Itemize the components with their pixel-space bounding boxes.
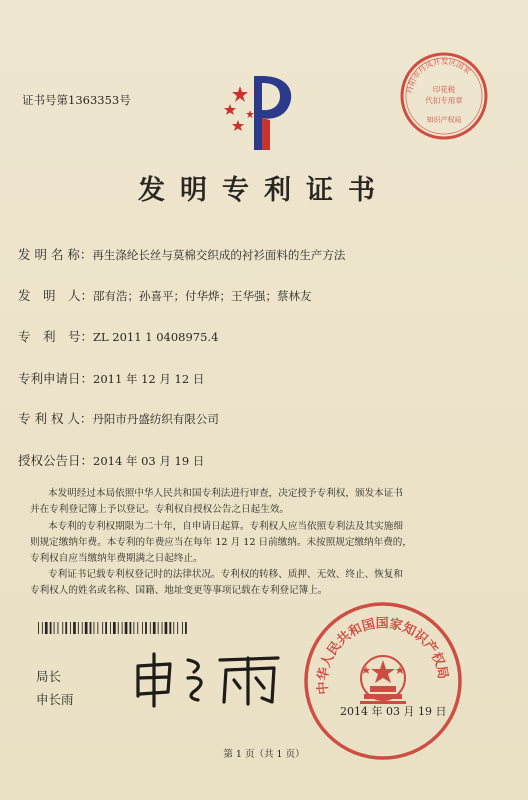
barcode-bar [110, 622, 111, 634]
field-value: 邵有浩；孙喜平；付华烨；王华强；蔡林友 [93, 289, 312, 303]
barcode-bar [125, 622, 128, 634]
svg-text:知识产权局: 知识产权局 [426, 116, 462, 124]
body-text-line: 本专利的专利权期限为二十年，自申请日起算。专利权人应当依照专利法及其实施细 [48, 521, 403, 532]
field-value: 丹阳市丹盛纺织有限公司 [92, 412, 219, 426]
field-label: 专 利 号： [18, 329, 94, 344]
barcode-bar [62, 622, 63, 634]
certificate-title: 发明专利证书 [138, 175, 390, 206]
barcode-bar [38, 622, 39, 634]
signatory-title: 局长 [36, 669, 62, 684]
barcode-bar [82, 622, 83, 634]
tax-stamp-seal [398, 50, 490, 142]
field-invention-name [18, 245, 345, 263]
barcode-bar [158, 622, 159, 634]
svg-text:代扣专用章: 代扣专用章 [425, 96, 463, 105]
barcode-bar [173, 622, 174, 634]
barcode-bar [118, 622, 119, 634]
field-grant-date [18, 451, 204, 469]
barcode-bar [177, 622, 178, 634]
barcode-bar [54, 622, 55, 634]
barcode-bar [45, 622, 48, 634]
barcode-bar [150, 622, 151, 634]
barcode-bar [73, 622, 76, 634]
field-patentee [18, 409, 219, 427]
barcode-bar [165, 622, 168, 634]
svg-text:丹阳市丹凤开发区国家: 丹阳市丹凤开发区国家 [404, 56, 473, 95]
field-label: 专利申请日： [18, 371, 94, 386]
barcode-bar [137, 622, 138, 634]
barcode-bar [97, 622, 98, 634]
barcode-bar [145, 622, 147, 634]
barcode-bar [70, 622, 71, 634]
barcode-bar [50, 622, 52, 634]
field-value: ZL 2011 1 0408975.4 [93, 330, 219, 344]
barcode-bar [65, 622, 67, 634]
field-filing-date [18, 369, 204, 387]
barcode-bar [58, 622, 59, 634]
barcode-bar [162, 622, 163, 634]
cnipa-logo-icon [210, 68, 305, 153]
barcode-bar [113, 622, 116, 634]
body-text-line: 专利权人的姓名或名称、国籍、地址变更等事项记载在专利登记簿上。 [30, 585, 328, 596]
body-text-line: 专利权自应当缴纳年费期满之日起终止。 [30, 553, 203, 564]
field-label: 发 明 名 称： [18, 247, 93, 262]
field-label: 专 利 权 人： [18, 411, 93, 426]
barcode-bar [42, 622, 43, 634]
field-patent-number [18, 327, 218, 345]
page-number: 第 1 页（共 1 页） [223, 749, 305, 760]
svg-text:印花税: 印花税 [432, 85, 456, 94]
cert-number: 证书号第1363353号 [22, 93, 131, 107]
barcode-bar [78, 622, 79, 634]
barcode [38, 622, 190, 634]
field-label: 发 明 人： [18, 288, 94, 303]
handwritten-signature [128, 648, 303, 708]
field-inventors [18, 286, 312, 304]
barcode-bar [94, 622, 95, 634]
barcode-bar [105, 622, 107, 634]
body-text-line: 本发明经过本局依照中华人民共和国专利法进行审查，决定授予专利权，颁发本证书 [48, 488, 403, 499]
barcode-bar [130, 622, 132, 634]
barcode-bar [122, 622, 123, 634]
barcode-bar [169, 622, 171, 634]
svg-text:中华人民共和国国家知识产权局: 中华人民共和国国家知识产权局 [315, 616, 451, 695]
barcode-bar [142, 622, 143, 634]
barcode-bar [133, 622, 134, 634]
field-value: 2014 年 03 月 19 日 [93, 454, 205, 468]
signatory-name: 申长雨 [36, 692, 74, 707]
barcode-bar [153, 622, 156, 634]
body-text-line: 则规定缴纳年费。本专利的年费应当在每年 12 月 12 日前缴纳。未按照规定缴纳年费的， [30, 537, 412, 548]
barcode-bar [182, 622, 183, 634]
body-text-line: 并在专利登记簿上予以登记。专利权自授权公告之日起生效。 [30, 504, 290, 515]
cnipa-official-seal [302, 600, 464, 762]
seal-date: 2014 年 03 月 19 日 [340, 705, 447, 718]
barcode-bar [90, 622, 92, 634]
barcode-bar [85, 622, 88, 634]
field-value: 再生涤纶长丝与莫棉交织成的衬衫面料的生产方法 [92, 248, 346, 262]
body-text-line: 专利证书记载专利权登记时的法律状况。专利权的转移、质押、无效、终止、恢复和 [48, 569, 403, 580]
barcode-bar [185, 622, 187, 634]
field-value: 2011 年 12 月 12 日 [93, 372, 205, 386]
barcode-bar [102, 622, 103, 634]
field-label: 授权公告日： [18, 453, 94, 468]
